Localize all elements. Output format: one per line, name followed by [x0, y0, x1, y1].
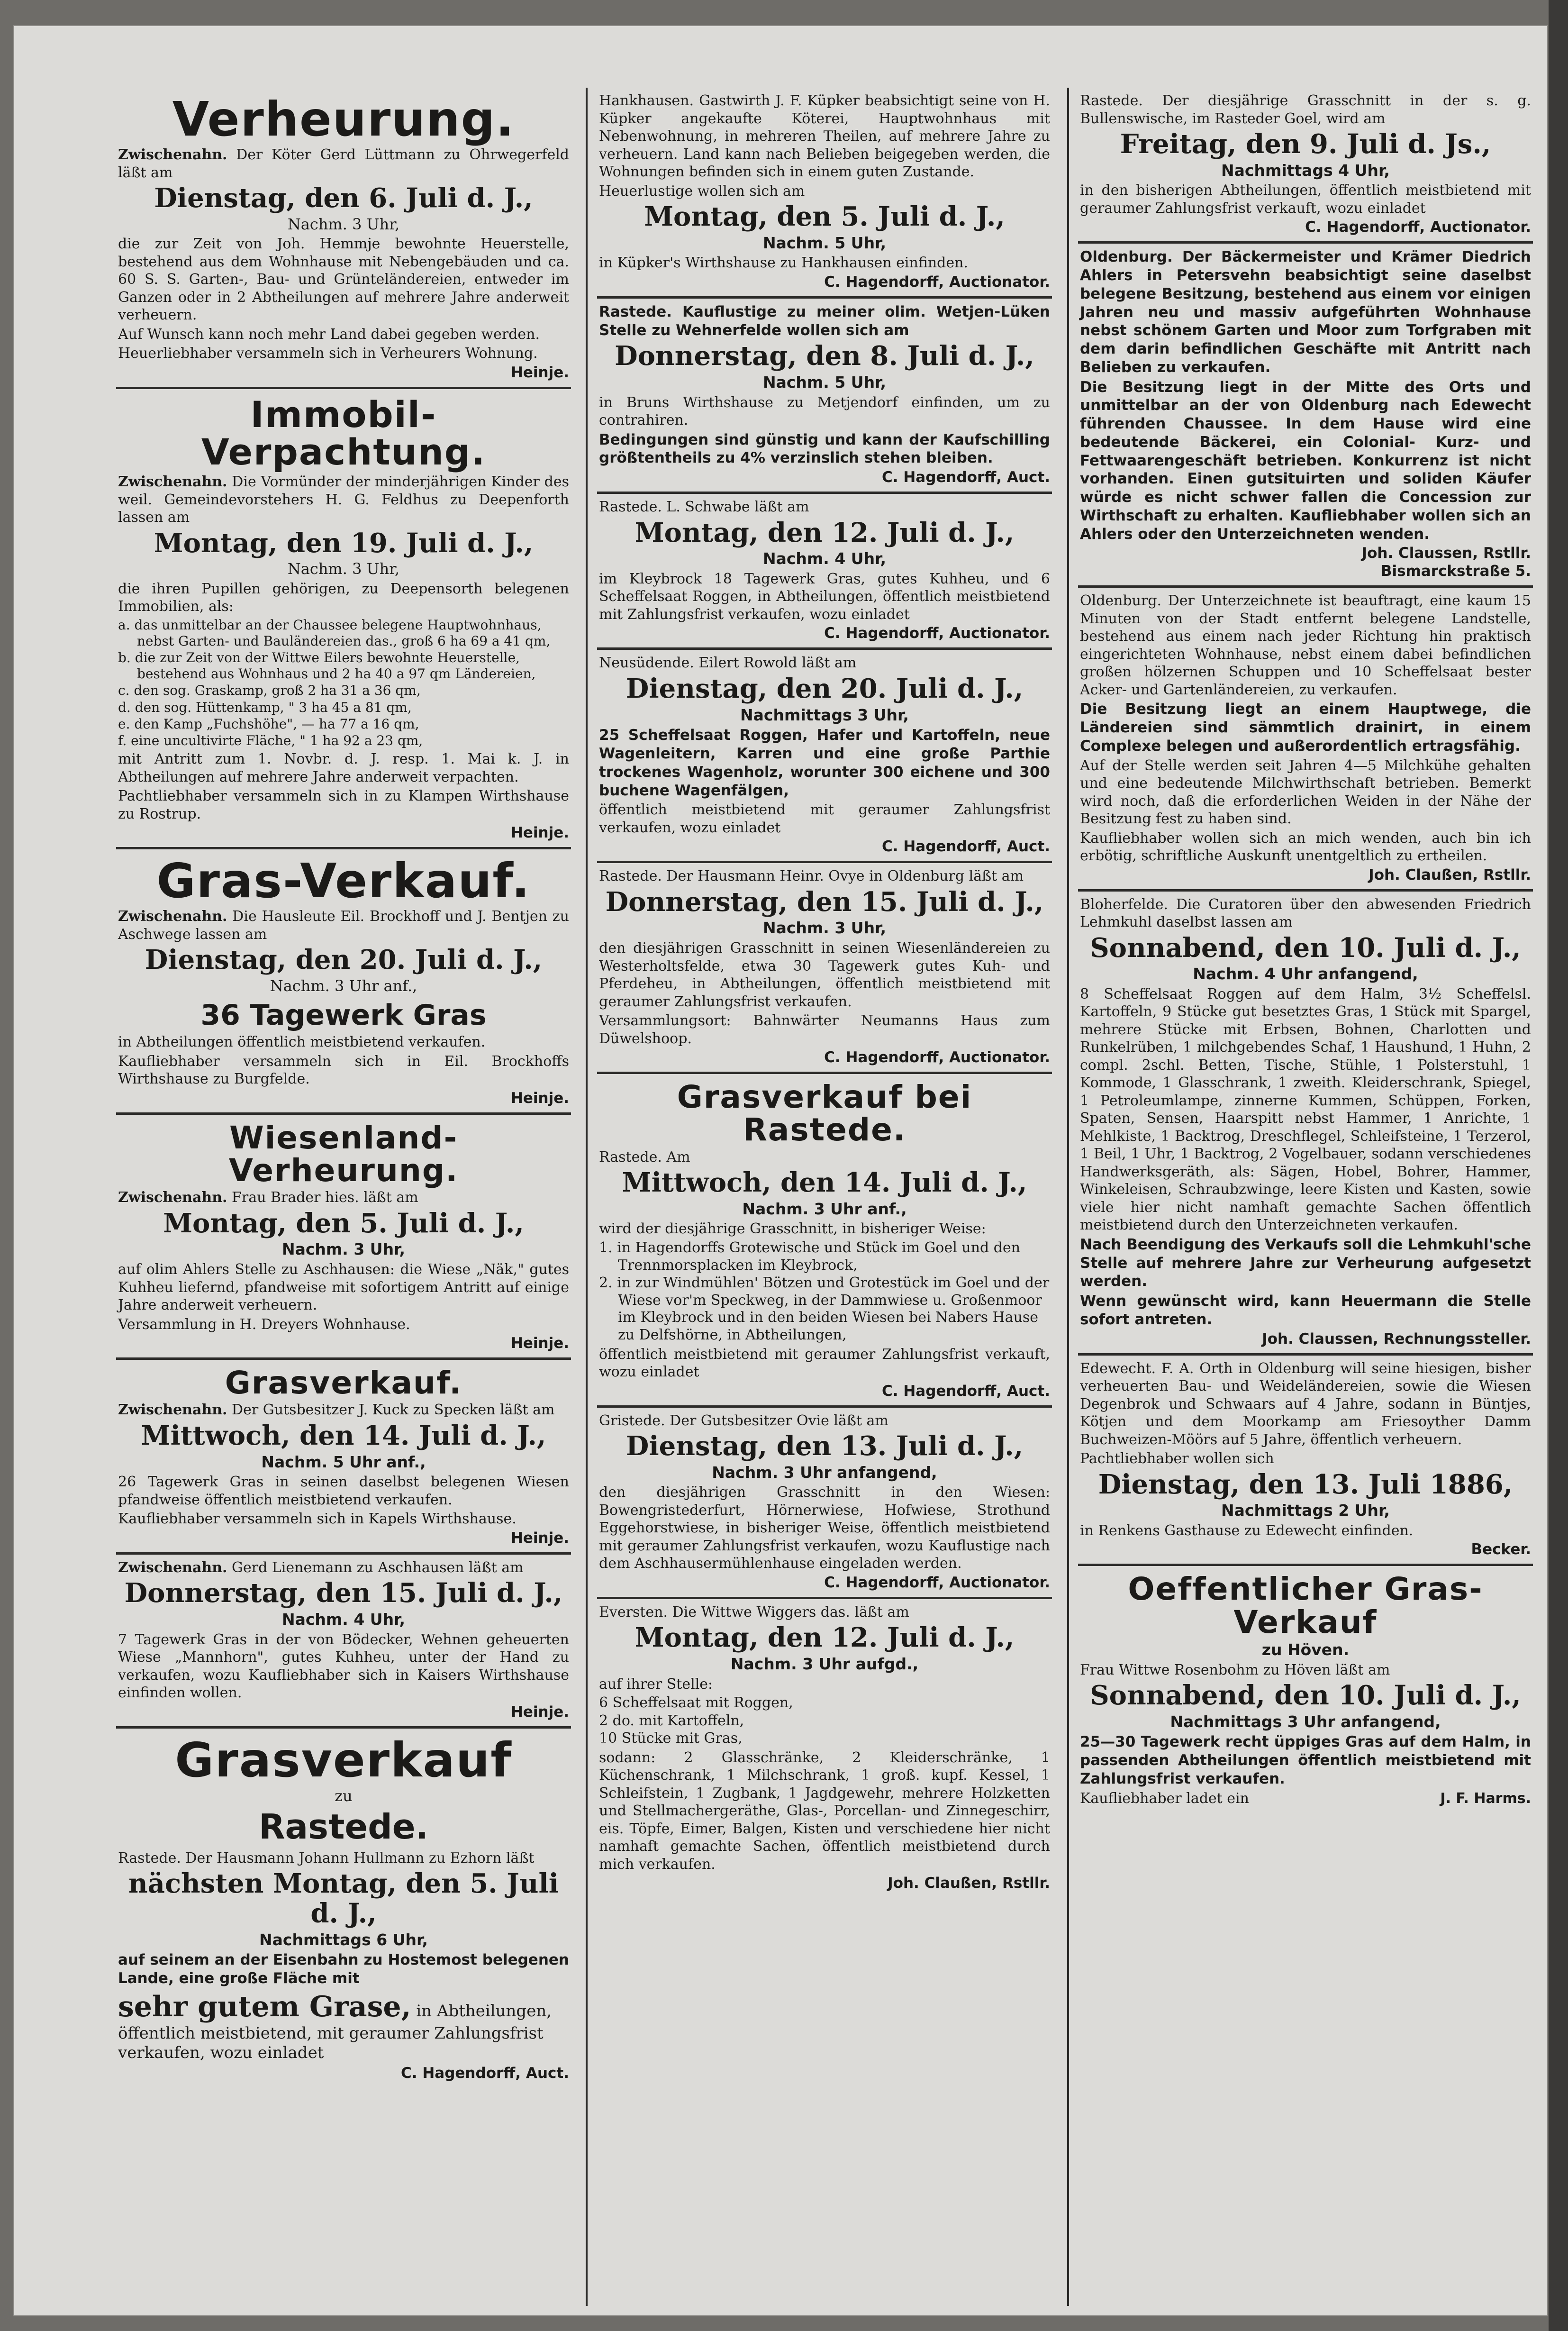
ad-body: in Abtheilungen, öffentlich meistbietend, mit geraumer Zahlungsfrist verkaufen, wozu einladet: [118, 2001, 552, 2062]
ad-body: mit Antritt zum 1. Novbr. d. J. resp. 1. Mai k. J. in Abtheilungen auf mehrere Jahre anderweit verpachten.: [118, 751, 569, 785]
ad-time: Nachm. 3 Uhr aufgd.,: [730, 1655, 919, 1674]
ad-time: Nachmittags 6 Uhr,: [259, 1930, 428, 1949]
ad-intro-text: Der Gutsbesitzer J. Kuck zu Specken läßt am: [232, 1402, 555, 1419]
ad-signature: Heinje.: [510, 824, 569, 842]
ad-feature: sehr gutem Grase,: [118, 1990, 411, 2023]
list-item: c. den sog. Graskamp, groß 2 ha 31 a 36 qm,: [118, 683, 421, 699]
ad-body: Die Besitzung liegt an einem Hauptwege, die Ländereien sind sämmtlich drainirt, in einem Complexe belegen und außerordentlich ertragsfähig.: [1080, 701, 1531, 755]
ad-date: Mittwoch, den 14. Juli d. J.,: [622, 1167, 1027, 1199]
ad-landstelle: [1078, 588, 1533, 891]
ad-time: Nachm. 3 Uhr anf.,: [742, 1199, 907, 1218]
ad-signature: C. Hagendorff, Auct.: [401, 2064, 569, 2082]
ad-lehmkuhl: [1078, 892, 1533, 1356]
newspaper-page: [14, 26, 1547, 2315]
ad-date: Montag, den 12. Juli d. J.,: [634, 517, 1015, 548]
ad-time: Nachm. 4 Uhr,: [762, 549, 887, 568]
ad-date: Donnerstag, den 8. Juli d. J.,: [615, 340, 1034, 372]
ad-intro: Eversten. Die Wittwe Wiggers das. läßt am: [599, 1603, 909, 1621]
ad-time: Nachm. 3 Uhr,: [287, 215, 400, 233]
ad-zu: zu: [335, 1786, 353, 1805]
ad-intro: [118, 908, 569, 943]
ad-date: Dienstag, den 6. Juli d. J.,: [154, 182, 533, 214]
ad-intro: Frau Wittwe Rosenbohm zu Höven läßt am: [1080, 1661, 1390, 1678]
ad-body: Auf der Stelle werden seit Jahren 4—5 Milchkühe gehalten und eine bedeutende Milchwirthschaft betrieben. Bemerkt wird noch, daß die erforderlichen Weiden in der Nähe der Besitzung fest zu haben sind.: [1080, 757, 1531, 828]
ad-signature: Heinje.: [510, 1335, 569, 1352]
ad-date: Sonnabend, den 10. Juli d. J.,: [1090, 932, 1521, 964]
ad-body: in den bisherigen Abtheilungen, öffentlich meistbietend mit geraumer Zahlungsfrist verkauft, wozu einladet: [1080, 182, 1531, 217]
ad-schwabe: [597, 494, 1052, 650]
ad-body: Kaufliebhaber versammeln sich in Kapels Wirthshause.: [118, 1511, 517, 1528]
ad-signature: Joh. Claußen, Rstllr.: [888, 1875, 1050, 1892]
ad-body: in Abtheilungen öffentlich meistbietend verkaufen.: [118, 1034, 486, 1051]
list-item: 2. in zur Windmühlen' Bötzen und Grotestück im Goel und der Wiese vor'm Speckweg, in der Dammwiese u. Großenmoor im Kleybrock und in den beiden Wiesen bei Nabers Hause zu Delfshörne, in Abtheilungen,: [599, 1275, 1050, 1343]
columns: [111, 88, 1533, 2315]
column-middle: [597, 88, 1052, 2311]
ad-intro: Rastede. Kauflustige zu meiner olim. Wetjen-Lüken Stelle zu Wehnerfelde wollen sich am: [599, 303, 1050, 339]
ad-body: Bedingungen sind günstig und kann der Kaufschilling größtentheils zu 4% verzinslich stehen bleiben.: [599, 431, 1050, 467]
ad-place: Zwischenahn.: [118, 1402, 227, 1419]
ad-body: Oldenburg. Der Bäckermeister und Krämer Diedrich Ahlers in Petersvehn beabsichtigt seine daselbst belegene Besitzung, bestehend aus einem vor einigen Jahren neu und massiv aufgeführten Wohnhause nebst schönem Garten und Moor zum Torfgraben mit dem darin befindlichen Geschäfte mit Antritt nach Belieben zu verkaufen.: [1080, 248, 1531, 376]
ad-place: Zwischenahn.: [118, 1189, 227, 1206]
ad-body: in Bruns Wirthshause zu Metjendorf einfinden, um zu contrahiren.: [599, 394, 1050, 429]
ad-date: Donnerstag, den 15. Juli d. J.,: [124, 1577, 563, 1609]
ad-heading: Oeffentlicher Gras-Verkauf: [1128, 1571, 1483, 1640]
meadow-list: [599, 1239, 1050, 1344]
ad-signature: C. Hagendorff, Auctionator.: [1305, 219, 1531, 236]
ad-ovye: [597, 863, 1052, 1074]
ad-signature: C. Hagendorff, Auct.: [882, 469, 1050, 486]
ad-intro-text: Die Hausleute Eil. Brockhoff und J. Bentjen zu Aschwege lassen am: [118, 908, 569, 943]
ad-signature: Heinje.: [510, 1529, 569, 1547]
ad-place-heading: Rastede.: [259, 1806, 428, 1847]
ad-signature: C. Hagendorff, Auctionator.: [824, 273, 1050, 291]
ad-body: den diesjährigen Grasschnitt in den Wiesen: Bowengristederfurt, Hörnerwiese, Hofwiese, Strothund Eggehorstwiese, in bisheriger Weise, öffentlich meistbietend mit geraumer Zahlungsfrist verkaufen, wozu Kauflustige nach dem Aschhausermühlenhause eingeladen werden.: [599, 1484, 1050, 1572]
list-item: 1. in Hagendorffs Grotewische und Stück im Goel und den Trennmorsplacken im Kleybrock,: [599, 1239, 1021, 1274]
list-item: e. den Kamp „Fuchshöhe", — ha 77 a 16 qm,: [118, 716, 419, 732]
ad-body: 25 Scheffelsaat Roggen, Hafer und Kartoffeln, neue Wagenleitern, Karren und eine große Parthie trockenes Wagenholz, worunter 300 eichene und 300 buchene Wagenfälgen,: [599, 727, 1050, 799]
ad-date: Sonnabend, den 10. Juli d. J.,: [1090, 1680, 1521, 1712]
ad-lienemann: [116, 1555, 571, 1729]
ad-body: den diesjährigen Grasschnitt in seinen Wiesenländereien zu Westerholtsfelde, etwa 30 Tagewerk gutes Kuh- und Pferdeheu, in Abtheilungen, öffentlich meistbietend mit geraumer Zahlungsfrist verkaufen.: [599, 940, 1050, 1010]
ad-body: Wenn gewünscht wird, kann Heuermann die Stelle sofort antreten.: [1080, 1293, 1531, 1328]
ad-intro: Rastede. Am: [599, 1148, 690, 1166]
ad-body: Die Besitzung liegt in der Mitte des Orts und unmittelbar an der von Oldenburg nach Edewecht führenden Chaussee. In dem Hause wird eine bedeutende Bäckerei, ein Colonial- Kurz- und Fettwaarengeschäft betrieben. Konkurrenz ist nicht vorhanden. Einen gutsituirten und soliden Käufer würde es nicht schwer fallen die Concession zur Wirthschaft zu erhalten. Kaufliebhaber wollen sich an Ahlers oder den Unterzeichneten wenden.: [1080, 378, 1531, 543]
ad-signature: C. Hagendorff, Auctionator.: [824, 1574, 1050, 1591]
ad-place: Zwischenahn.: [118, 908, 227, 925]
crop-list: [599, 1694, 1050, 1748]
ad-intro: Bloherfelde. Die Curatoren über den abwesenden Friedrich Lehmkuhl daselbst lassen am: [1080, 896, 1531, 931]
ad-body: öffentlich meistbietend mit geraumer Zahlungsfrist verkaufen, wozu einladet: [599, 801, 1050, 836]
ad-date: Donnerstag, den 15. Juli d. J.,: [605, 886, 1044, 918]
ad-grasverkauf-rastede: [116, 1729, 571, 2087]
ad-signature: J. F. Harms.: [1440, 1790, 1531, 1807]
ad-time: Nachm. 5 Uhr anf.,: [261, 1452, 426, 1471]
ad-body: Oldenburg. Der Unterzeichnete ist beauftragt, eine kaum 15 Minuten von der Stadt entfernt belegene Landstelle, bestehend aus einem nach jeder Richtung hin praktisch eingerichteten Wohnhause, nebst einem dabei befindlichen großen hölzernen Schuppen und 10 Scheffelsaat bester Acker- und Gartenländereien, zu verkaufen.: [1080, 592, 1531, 698]
ad-place: Zwischenahn.: [118, 473, 227, 491]
ad-body: die ihren Pupillen gehörigen, zu Deepensorth belegenen Immobilien, als:: [118, 580, 569, 615]
ad-rowold: [597, 650, 1052, 863]
ad-intro-text: Gerd Lienemann zu Aschhausen läßt am: [232, 1559, 524, 1576]
ad-eversten: [597, 1599, 1052, 1898]
ad-body: Kaufliebhaber ladet ein: [1080, 1790, 1249, 1807]
ad-heading: Grasverkauf.: [225, 1365, 462, 1402]
ad-body: auf seinem an der Eisenbahn zu Hostemost belegenen Lande, eine große Fläche mit: [118, 1951, 569, 1987]
ad-time: Nachm. 4 Uhr,: [281, 1610, 406, 1629]
list-item: f. eine uncultivirte Fläche, " 1 ha 92 a 23 qm,: [118, 732, 423, 748]
ad-date: nächsten Montag, den 5. Juli d. J.,: [128, 1868, 559, 1930]
ad-time: Nachmittags 4 Uhr,: [1221, 161, 1390, 180]
ad-gristede: [597, 1408, 1052, 1599]
ad-intro: [118, 1189, 569, 1207]
ad-body: die zur Zeit von Joh. Hemmje bewohnte Heuerstelle, bestehend aus dem Wohnhause mit Nebengebäuden und ca. 60 S. S. Garten-, Bau- und Grünteländereien, entweder im Ganzen oder in 2 Abtheilungen auf mehrere Jahre anderweit verheuern.: [118, 236, 569, 324]
ad-grasverkauf-bei-rastede: [597, 1074, 1052, 1407]
ad-date: Montag, den 12. Juli d. J.,: [634, 1622, 1015, 1654]
ad-intro: [118, 146, 569, 182]
ad-intro: Gristede. Der Gutsbesitzer Ovie läßt am: [599, 1412, 888, 1429]
ad-body: 26 Tagewerk Gras in seinen daselbst belegenen Wiesen pfandweise öffentlich meistbietend verkaufen.: [118, 1474, 569, 1508]
ad-subheading: zu Höven.: [1261, 1640, 1350, 1659]
ad-intro: Edewecht. F. A. Orth in Oldenburg will seine hiesigen, bisher verheuerten Bau- und Weideländereien, sowie die Wiesen Degenbrok und Schwaars auf 4 Jahre, sodann in Büntjes, Kötjen und dem Moorkamp am Friesoyther Damm Buchweizen-Möörs auf 5 Jahre, öffentlich verheuern.: [1080, 1360, 1531, 1448]
ad-place: Zwischenahn.: [118, 146, 227, 163]
ad-signature: Joh. Claussen, Rstllr.: [1361, 545, 1531, 562]
ad-date: Dienstag, den 13. Juli 1886,: [1098, 1468, 1513, 1500]
ad-intro-text: Der Köter Gerd Lüttmann zu Ohrwegerfeld läßt am: [118, 146, 569, 181]
ad-time: Nachm. 3 Uhr anfangend,: [712, 1463, 937, 1482]
list-item: 10 Stücke mit Gras,: [599, 1730, 743, 1747]
ad-date: Dienstag, den 13. Juli d. J.,: [625, 1430, 1024, 1462]
ad-body: im Kleybrock 18 Tagewerk Gras, gutes Kuhheu, und 6 Scheffelsaat Roggen, in Abtheilungen, öffentlich meistbietend mit Zahlungsfrist verkaufen, wozu einladet: [599, 570, 1050, 623]
ad-date: Dienstag, den 20. Juli d. J.,: [625, 673, 1024, 704]
column-right: [1078, 88, 1533, 2311]
ad-time: Nachm. 3 Uhr anf.,: [270, 976, 417, 995]
ad-body: 7 Tagewerk Gras in der von Bödecker, Wehnen geheuerten Wiese „Mannhorn", gutes Kuhheu, unter der Hand zu verkaufen, wozu Kaufliebhaber sich in Kaisers Wirthshause einfinden wollen.: [118, 1631, 569, 1701]
ad-body: auf olim Ahlers Stelle zu Aschhausen: die Wiese „Näk," gutes Kuhheu liefernd, pfandweise mit sofortigem Antritt auf einige Jahre anderweit verheuern.: [118, 1261, 569, 1314]
ad-body: sodann: 2 Glasschränke, 2 Kleiderschränke, 1 Küchenschrank, 1 Milchschrank, 1 groß. kupf. Kessel, 1 Schleifstein, 1 Zugbank, 1 Jagdgewehr, mehrere Holzketten und Stellmachergeräthe, Glas-, Porcellan- und Zinnegeschirr, eis. Töpfe, Eimer, Balgen, Kisten und verschiedene hier nicht namhaft gemachte Sachen, öffentlich meistbietend durch mich verkaufen.: [599, 1749, 1050, 1873]
ad-body: Versammlung in H. Dreyers Wohnhause.: [118, 1316, 410, 1333]
ad-intro: [118, 1559, 569, 1577]
scan-edge: [1549, 0, 1568, 2331]
list-item: b. die zur Zeit von der Wittwe Eilers bewohnte Heuerstelle, bestehend aus Wohnhaus und 2 ha 40 a 97 qm Ländereien,: [118, 650, 536, 682]
ad-time: Nachm. 3 Uhr,: [762, 919, 887, 938]
ad-body: 8 Scheffelsaat Roggen auf dem Halm, 3½ Scheffelsl. Kartoffeln, 9 Stücke gut besetztes Gras, 1 Stück mit Spargel, mehrere Stücke mit Erbsen, Bohnen, Charlotten und Runkelrüben, 1 milchgebendes Schaf, 1 Haushund, 1 Huhn, 2 compl. 2schl. Betten, Tische, Stühle, 1 Polsterstuhl, 1 Kommode, 1 Glasschrank, 1 zweith. Kleiderschrank, Spiegel, 1 Petroleumlampe, zinnerne Kummen, Schüppen, Forken, Spaten, Sensen, Haarspitt nebst Hammer, 1 Anrichte, 1 Mehlkiste, 1 Backtrog, Dreschflegel, Schleifsteine, 1 Terzerol, 1 Beil, 1 Uhr, 1 Backtrog, 2 Vogelbauer, sodann verschiedenes Handwerksgeräth, als: Sägen, Hobel, Bohrer, Hammer, Winkeleisen, Schraubzwinge, leere Kisten und Kasten, sowie viele hier nicht namhaft gemachte Sachen öffentlich meistbietend durch den Unterzeichneten verkaufen.: [1080, 985, 1531, 1234]
ad-heading: Verheurung.: [172, 91, 515, 147]
column-rule: [586, 88, 588, 2306]
ad-body: Kaufliebhaber wollen sich an mich wenden, auch bin ich erbötig, schriftliche Auskunft unentgeltlich zu ertheilen.: [1080, 829, 1531, 865]
ad-body: auf ihrer Stelle:: [599, 1675, 713, 1693]
ad-intro: [118, 1401, 569, 1419]
property-list: [118, 617, 569, 749]
ad-immobil-verpachtung: [116, 389, 571, 849]
ad-intro: Neusüdende. Eilert Rowold läßt am: [599, 655, 857, 672]
ad-body: öffentlich meistbietend mit geraumer Zahlungsfrist verkauft, wozu einladet: [599, 1346, 1050, 1381]
ad-body: in Renkens Gasthause zu Edewecht einfinden.: [1080, 1522, 1414, 1539]
ad-intro: Rastede. Der Hausmann Heinr. Ovye in Oldenburg läßt am: [599, 868, 1024, 885]
ad-date: Montag, den 5. Juli d. J.,: [163, 1207, 524, 1239]
ad-body: Heuerliebhaber versammeln sich in Verheurers Wohnung.: [118, 345, 538, 362]
ad-signature: C. Hagendorff, Auct.: [882, 1382, 1050, 1400]
ad-time: Nachm. 3 Uhr,: [281, 1240, 406, 1259]
ad-signature: Heinje.: [510, 1089, 569, 1107]
ad-grasverkauf-kuck: [116, 1360, 571, 1555]
ad-signature: Heinje.: [510, 364, 569, 381]
ad-body: Pachtliebhaber versammeln sich in zu Klampen Wirthshause zu Rostrup.: [118, 788, 569, 822]
ad-intro: Hankhausen. Gastwirth J. F. Küpker beabsichtigt seine von H. Küpker angekaufte Köterei, Hauptwohnhaus mit Nebenwohnung, in mehreren Theilen, auf mehrere Jahre zu verheuern. Land kann nach Belieben beigegeben werden, die Wohnungen befinden sich in einem guten Zustande.: [599, 92, 1050, 180]
ad-date: Mittwoch, den 14. Juli d. J.,: [141, 1420, 546, 1451]
ad-intro: Rastede. L. Schwabe läßt am: [599, 499, 809, 516]
ad-place: Zwischenahn.: [118, 1559, 227, 1576]
ad-body: Versammlungsort: Bahnwärter Neumanns Haus zum Düwelshoop.: [599, 1012, 1050, 1047]
ad-hankhausen: [597, 88, 1052, 299]
list-item: a. das unmittelbar an der Chaussee belegene Hauptwohnhaus, nebst Garten- und Bauländereien das., groß 6 ha 69 a 41 qm,: [118, 617, 551, 649]
ad-body: 25—30 Tagewerk recht üppiges Gras auf dem Halm, in passenden Abtheilungen öffentlich meistbietend mit Zahlungsfrist verkaufen.: [1080, 1733, 1531, 1787]
ad-time: Nachm. 4 Uhr anfangend,: [1193, 965, 1418, 983]
ad-time: Nachmittags 2 Uhr,: [1221, 1501, 1390, 1520]
ad-bullenswische: [1078, 88, 1533, 244]
ad-address: Bismarckstraße 5.: [1380, 563, 1531, 580]
list-item: 6 Scheffelsaat mit Roggen,: [599, 1694, 793, 1712]
ad-signature: Joh. Claußen, Rstllr.: [1369, 866, 1531, 883]
ad-time: Nachm. 3 Uhr,: [287, 560, 400, 578]
ad-intro: Rastede. Der Hausmann Johann Hullmann zu Ezhorn läßt: [118, 1849, 535, 1867]
ad-signature: Becker.: [1471, 1541, 1531, 1558]
ad-feature: 36 Tagewerk Gras: [200, 999, 487, 1032]
ad-heading: Immobil-Verpachtung.: [201, 393, 486, 473]
ad-intro: Rastede. Der diesjährige Grasschnitt in der s. g. Bullenswische, im Rasteder Goel, wird am: [1080, 92, 1531, 127]
column-left: [116, 88, 571, 2311]
ad-body: Kaufliebhaber versammeln sich in Eil. Brockhoffs Wirthshause zu Burgfelde.: [118, 1053, 569, 1088]
ad-time: Nachm. 5 Uhr,: [762, 373, 887, 392]
ad-edewecht: [1078, 1356, 1533, 1566]
ad-feature-line: [118, 1990, 569, 2063]
ad-gras-verkauf: [116, 849, 571, 1115]
ad-signature: C. Hagendorff, Auct.: [882, 838, 1050, 856]
list-item: 2 do. mit Kartoffeln,: [599, 1712, 744, 1729]
ad-date: Montag, den 5. Juli d. J.,: [644, 201, 1005, 232]
ad-date: Dienstag, den 20. Juli d. J.,: [145, 944, 543, 976]
ad-wehnerfelde: [597, 299, 1052, 494]
ad-date: Freitag, den 9. Juli d. Js.,: [1120, 128, 1491, 160]
ad-body: Heuerlustige wollen sich am: [599, 182, 805, 200]
ad-intro: [118, 473, 569, 527]
ad-body: wird der diesjährige Grasschnitt, in bisheriger Weise:: [599, 1220, 986, 1238]
ad-wiesenland: [116, 1115, 571, 1360]
ad-ahlers: [1078, 244, 1533, 588]
ad-intro-text: Die Vormünder der minderjährigen Kinder des weil. Gemeindevorstehers H. G. Feldhus zu Deepenforth lassen am: [118, 473, 569, 526]
ad-intro-text: Frau Brader hies. läßt am: [232, 1189, 418, 1206]
ad-oeffentlicher-gras-verkauf: [1078, 1566, 1533, 1813]
column-rule: [1067, 88, 1069, 2306]
ad-time: Nachmittags 3 Uhr,: [740, 705, 909, 724]
ad-heading: Wiesenland-Verheurung.: [228, 1119, 459, 1189]
ad-time: Nachmittags 3 Uhr anfangend,: [1170, 1712, 1441, 1731]
ad-closing: [1080, 1790, 1531, 1807]
list-item: d. den sog. Hüttenkamp, " 3 ha 45 a 81 qm,: [118, 699, 412, 715]
ad-heading: Gras-Verkauf.: [156, 853, 531, 909]
ad-body: Nach Beendigung des Verkaufs soll die Lehmkuhl'sche Stelle auf mehrere Jahre zur Verheurung aufgesetzt werden.: [1080, 1236, 1531, 1290]
ad-signature: Heinje.: [510, 1703, 569, 1721]
ad-signature: C. Hagendorff, Auctionator.: [824, 625, 1050, 642]
ad-verheurung: [116, 88, 571, 389]
ad-heading: Grasverkauf bei Rastede.: [677, 1079, 972, 1148]
ad-heading: Grasverkauf: [175, 1732, 512, 1788]
ad-signature: Joh. Claussen, Rechnungssteller.: [1262, 1330, 1531, 1348]
ad-signature: C. Hagendorff, Auctionator.: [824, 1049, 1050, 1066]
ad-body: Auf Wunsch kann noch mehr Land dabei gegeben werden.: [118, 326, 540, 343]
ad-body: Pachtliebhaber wollen sich: [1080, 1450, 1274, 1467]
ad-body: in Küpker's Wirthshause zu Hankhausen einfinden.: [599, 255, 968, 272]
ad-date: Montag, den 19. Juli d. J.,: [154, 527, 534, 559]
ad-time: Nachm. 5 Uhr,: [762, 233, 887, 252]
